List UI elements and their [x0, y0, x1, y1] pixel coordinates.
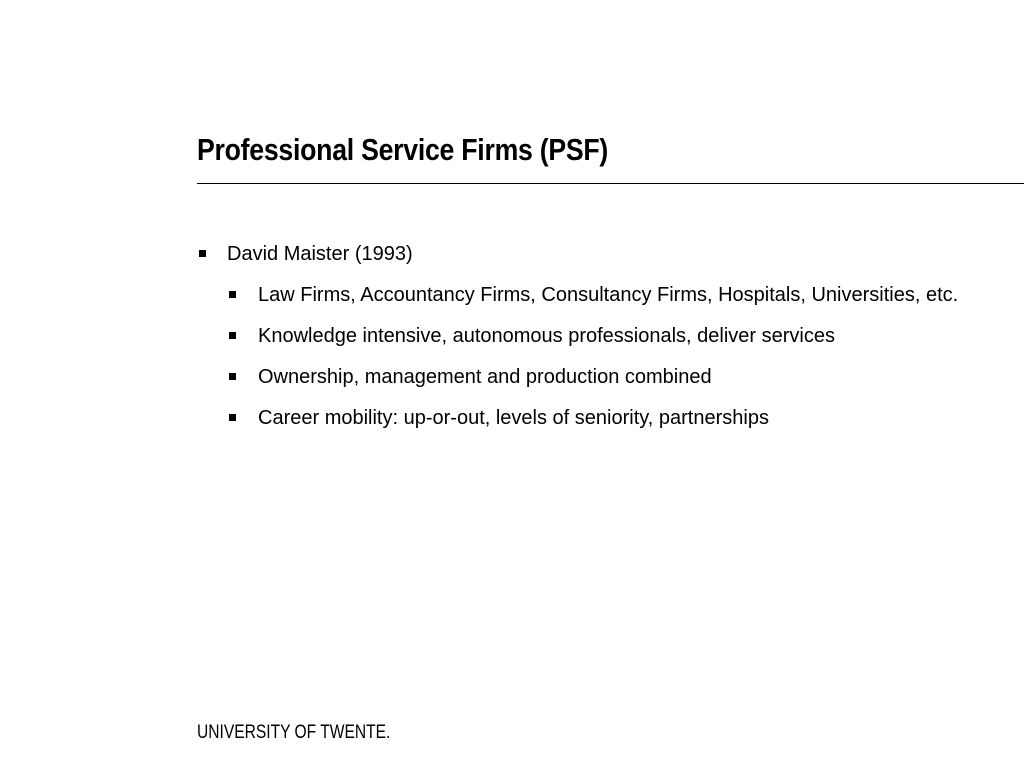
sub-bullet-text: Law Firms, Accountancy Firms, Consultancy Firms, Hospitals, Universities, etc.	[258, 284, 959, 306]
slide-title: Professional Service Firms (PSF)	[197, 132, 609, 167]
title-divider	[197, 183, 1024, 184]
bullet-item	[197, 238, 977, 270]
square-bullet-icon	[199, 250, 206, 257]
slide-content	[197, 238, 977, 443]
sub-bullet-text: Career mobility: up-or-out, levels of seniority, partnerships	[258, 407, 769, 429]
square-bullet-icon	[229, 414, 236, 421]
square-bullet-icon	[229, 373, 236, 380]
bullet-text: David Maister (1993)	[227, 243, 413, 265]
sub-bullet-item	[228, 320, 977, 352]
sub-bullet-text: Ownership, management and production combined	[258, 366, 712, 388]
square-bullet-icon	[229, 291, 236, 298]
sub-bullet-item	[228, 361, 977, 393]
sub-bullet-text: Knowledge intensive, autonomous professionals, deliver services	[258, 325, 835, 347]
sub-bullet-item	[228, 402, 977, 434]
university-logo: UNIVERSITY OF TWENTE.	[197, 722, 391, 743]
square-bullet-icon	[229, 332, 236, 339]
sub-bullet-item	[228, 279, 977, 311]
